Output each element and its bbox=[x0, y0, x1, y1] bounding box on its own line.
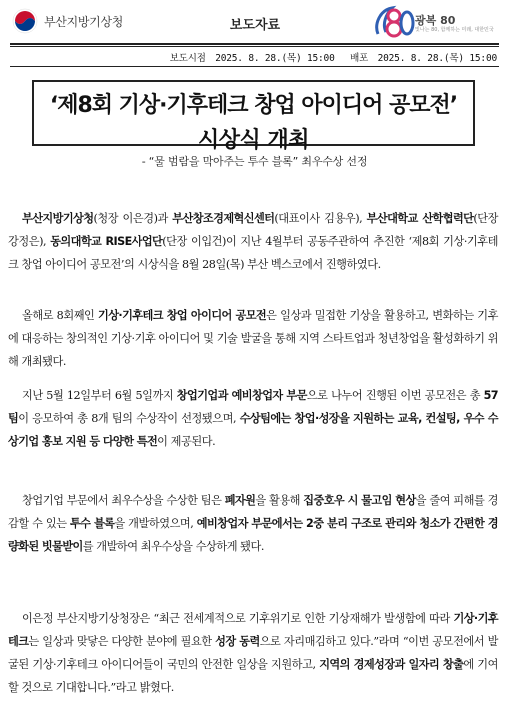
paragraph-4: 창업기업 부문에서 최우수상을 수상한 팀은 폐자원을 활용해 집중호우 시 물고임 현상을 줄여 피해를 경감할 수 있는 투수 블록을 개발하였으며, 예비창업자 부문에서는 2중 분리 구조로 관리와 청소가 간편한 경량화된 빗물받이를 개발하여 최우수상을 수상하게 됐다. bbox=[8, 494, 498, 553]
report-time: 2025. 8. 28.(목) 15:00 bbox=[215, 53, 335, 64]
paragraph-1: 부산지방기상청(청장 이은경)과 부산창조경제혁신센터(대표이사 김용우), 부산대학교 산학협력단(단장 강정은), 동의대학교 RISE사업단(단장 이입건)이 지난 4월부터 공동주관하여 추진한 ‘제8회 기상·기후테크 창업 아이디어 공모전’의 시상식을 8월 28일(목) 부산 벡스코에서 진행하였다. bbox=[8, 212, 499, 271]
korea-government-emblem-icon bbox=[12, 8, 38, 34]
page-header bbox=[0, 0, 509, 44]
headline-line2: 시상식 개최 bbox=[198, 128, 309, 153]
paragraph-3: 지난 5월 12일부터 6월 5일까지 창업기업과 예비창업자 부문으로 나누어 진행된 이번 공모전은 총 57팀이 응모하여 총 8개 팀의 수상작이 선정됐으며, 수상팀에는 창업·성장을 지원하는 교육, 컨설팅, 우수 수상기업 홍보 지원 등 다양한 특전이 제공된다. bbox=[8, 389, 499, 448]
document-type-label: 보도자료 bbox=[229, 18, 281, 33]
paragraph-2: 올해로 8회째인 기상·기후테크 창업 아이디어 공모전은 일상과 밀접한 기상을 활용하고, 변화하는 기후에 대응하는 창의적인 기상·기후 아이디어 및 기술 발굴을 통해 지역 스타트업과 청년창업을 활성화하기 위해 개최됐다. bbox=[8, 309, 498, 368]
embargo-rule bbox=[10, 66, 499, 67]
brand-text: 광복 80 bbox=[415, 14, 456, 27]
headline-box bbox=[32, 80, 475, 153]
agency-name: 부산지방기상청 bbox=[44, 14, 124, 29]
embargo-line bbox=[166, 50, 497, 64]
distribute-time: 2025. 8. 28.(목) 15:00 bbox=[377, 53, 497, 64]
agency-logo bbox=[12, 6, 152, 36]
sub-headline: - “물 범람을 막아주는 투수 블록” 최우수상 선정 bbox=[141, 155, 368, 168]
header-rule-bottom bbox=[10, 46, 499, 47]
liberation-80-logo bbox=[372, 2, 502, 42]
header-rule-top bbox=[10, 43, 499, 45]
brand-subtext: 빛나는 80, 함께하는 미래, 대한민국 bbox=[415, 27, 494, 33]
report-time-label: 보도시점 bbox=[169, 53, 206, 64]
distribute-label: 배포 bbox=[350, 53, 369, 64]
headline-line1: ‘제8회 기상·기후테크 창업 아이디어 공모전’ bbox=[49, 93, 458, 118]
liberation-80th-anniversary-icon bbox=[372, 2, 416, 42]
paragraph-5: 이은정 부산지방기상청장은 “최근 전세계적으로 기후위기로 인한 기상재해가 발생함에 따라 기상·기후테크는 일상과 맞닿은 다양한 분야에 필요한 성장 동력으로 자리매김하고 있다.”라며 “이번 공모전에서 발굴된 기상·기후테크 아이디어들이 국민의 안전한 일상을 지원하고, 지역의 경제성장과 일자리 창출에 기여할 것으로 기대합니다.”라고 밝혔다. bbox=[8, 612, 499, 694]
